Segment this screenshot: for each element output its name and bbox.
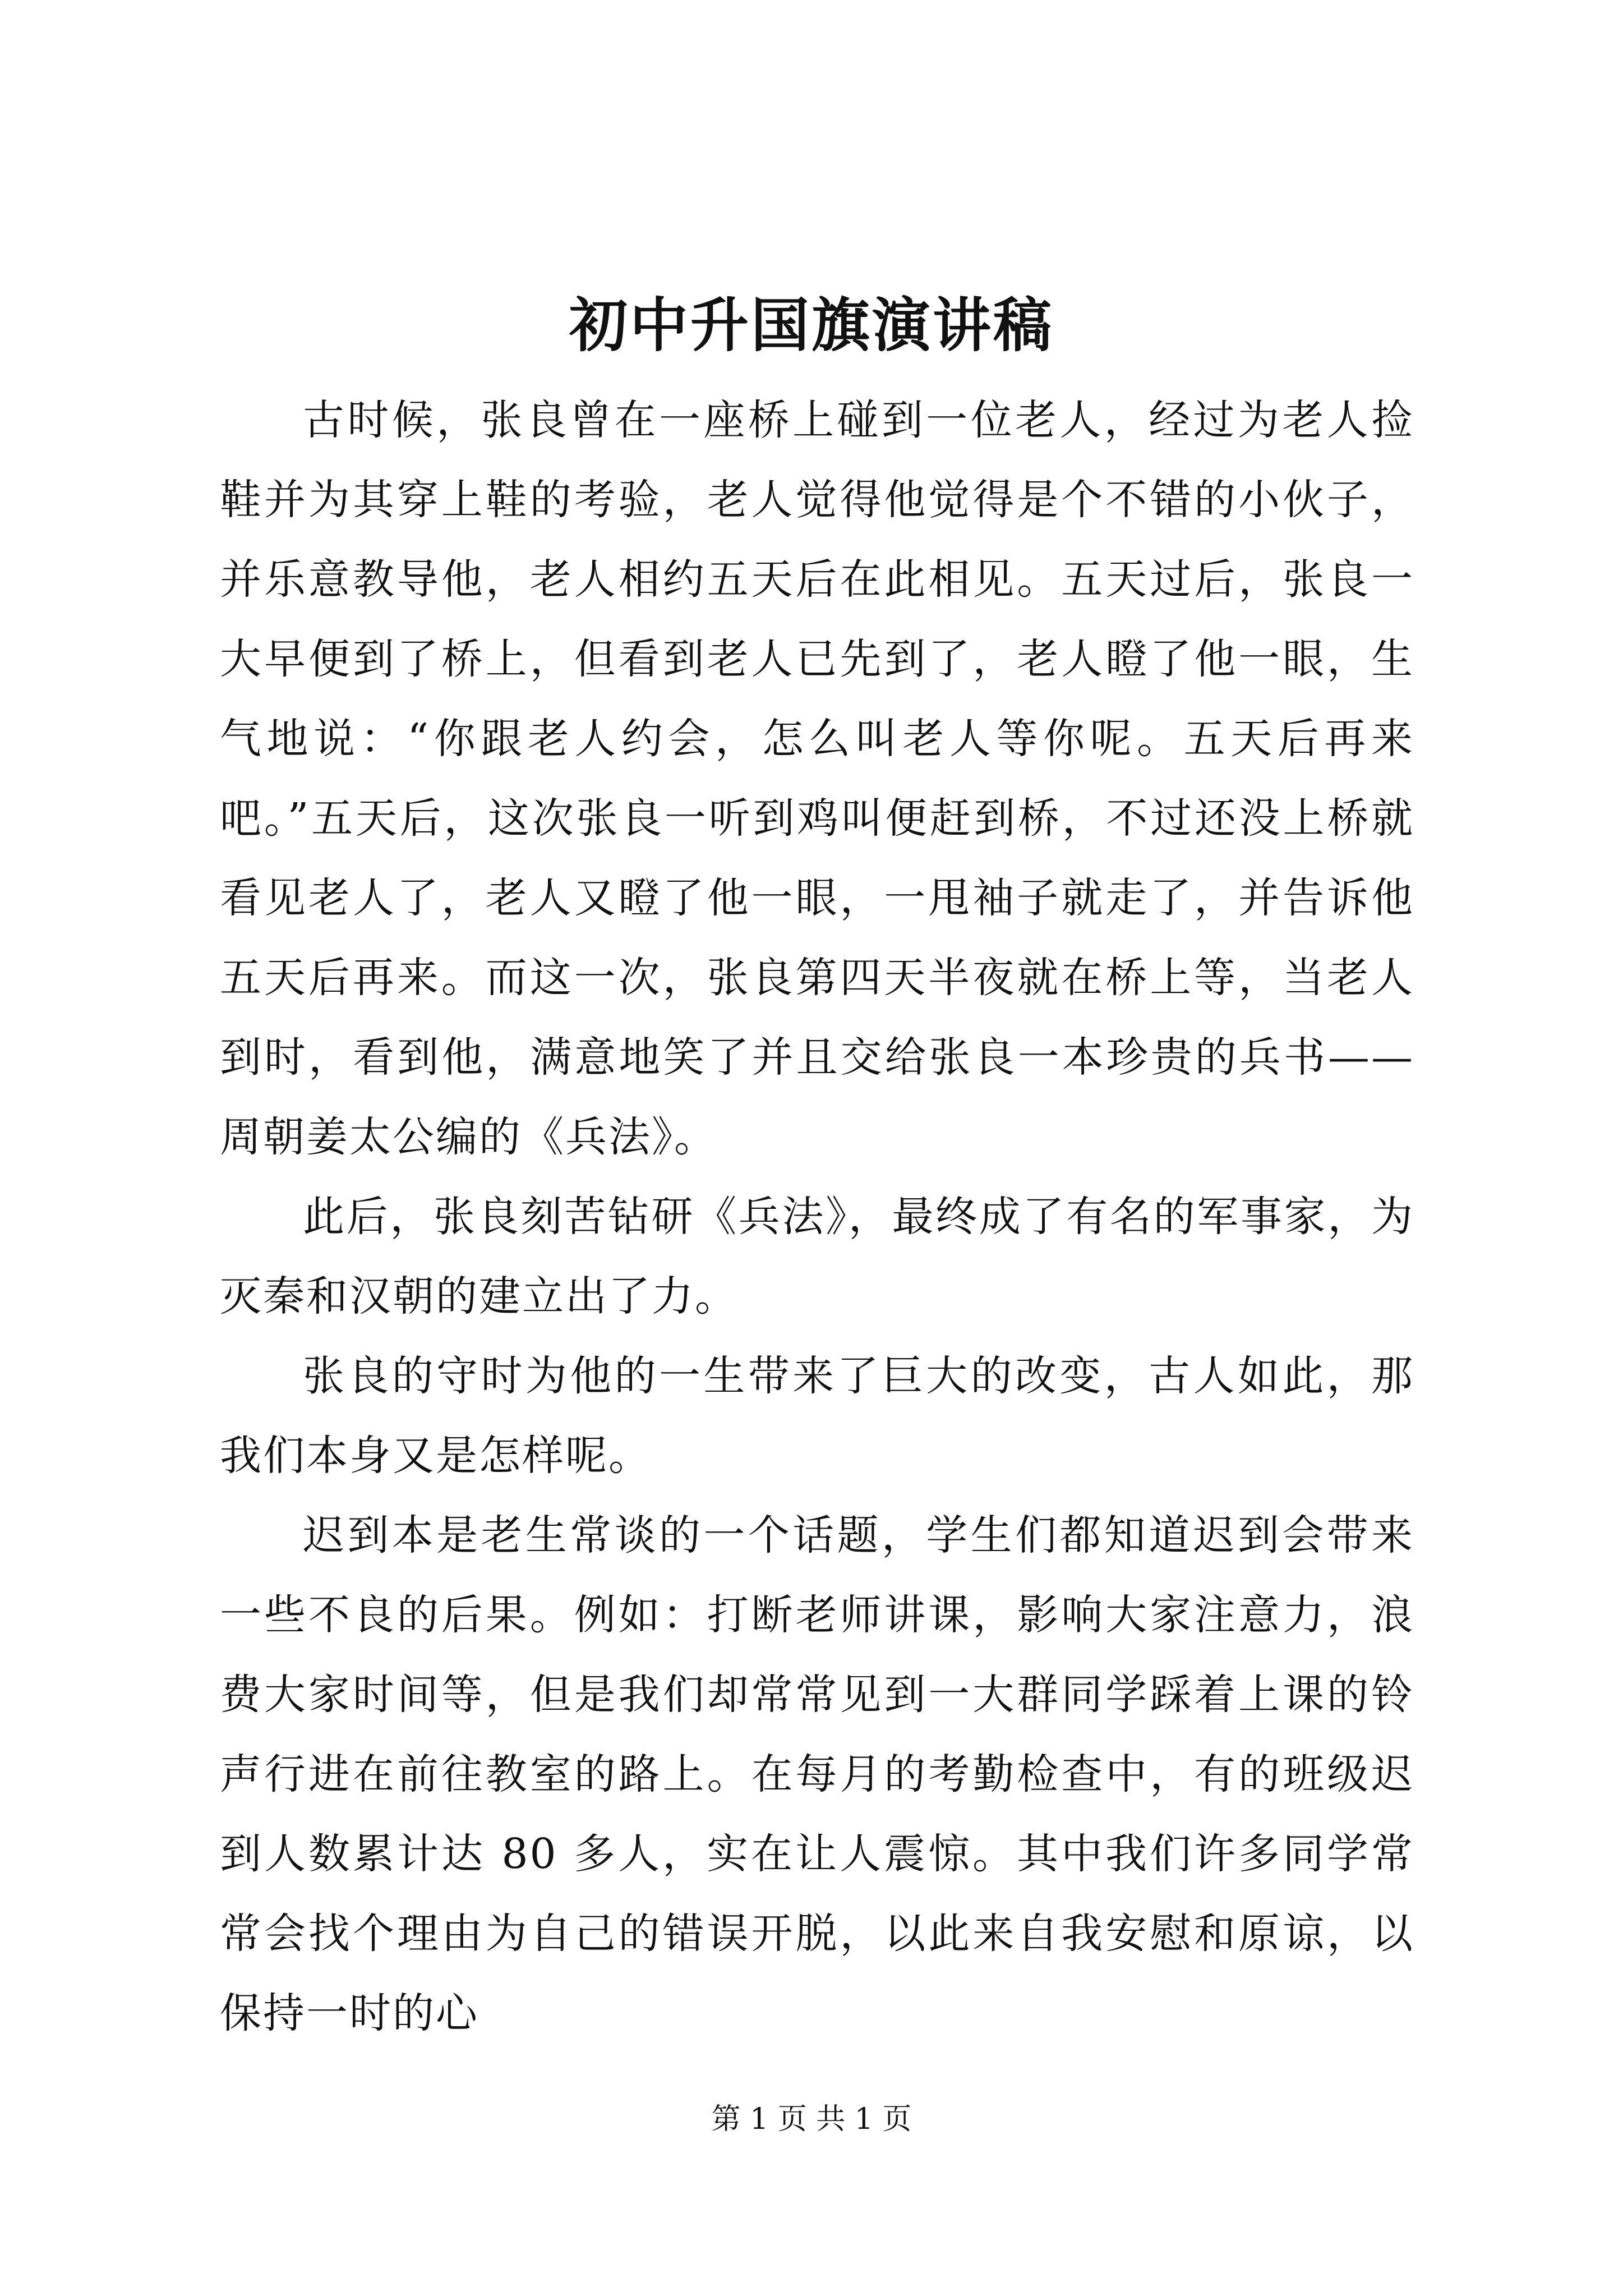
page-number-footer: 第 1 页 共 1 页 [711, 2102, 912, 2136]
document-title: 初中升国旗演讲稿 [569, 291, 1054, 360]
document-body [220, 380, 1414, 2053]
paragraph: 张良的守时为他的一生带来了巨大的改变，古人如此，那我们本身又是怎样呢。 [220, 1352, 1414, 1480]
paragraph: 此后，张良刻苦钻研《兵法》，最终成了有名的军事家，为灭秦和汉朝的建立出了力。 [220, 1193, 1414, 1320]
paragraph: 迟到本是老生常谈的一个话题，学生们都知道迟到会带来一些不良的后果。例如：打断老师讲课，影响大家注意力，浪费大家时间等，但是我们却常常见到一大群同学踩着上课的铃声行进在前往教室的路上。在每月的考勤检查中，有的班级迟到人数累计达 80 多人，实在让人震惊。其中我们许多同学常常会找个理由为自己的错误开脱，以此来自我安慰和原谅，以保持一时的心 [220, 1511, 1414, 2037]
paragraph: 古时候，张良曾在一座桥上碰到一位老人，经过为老人捡鞋并为其穿上鞋的考验，老人觉得他觉得是个不错的小伙子，并乐意教导他，老人相约五天后在此相见。五天过后，张良一大早便到了桥上，但看到老人已先到了，老人瞪了他一眼，生气地说：“你跟老人约会，怎么叫老人等你呢。五天后再来吧。”五天后，这次张良一听到鸡叫便赶到桥，不过还没上桥就看见老人了，老人又瞪了他一眼，一甩袖子就走了，并告诉他五天后再来。而这一次，张良第四天半夜就在桥上等，当老人到时，看到他，满意地笑了并且交给张良一本珍贵的兵书——周朝姜太公编的《兵法》。 [220, 396, 1414, 1161]
